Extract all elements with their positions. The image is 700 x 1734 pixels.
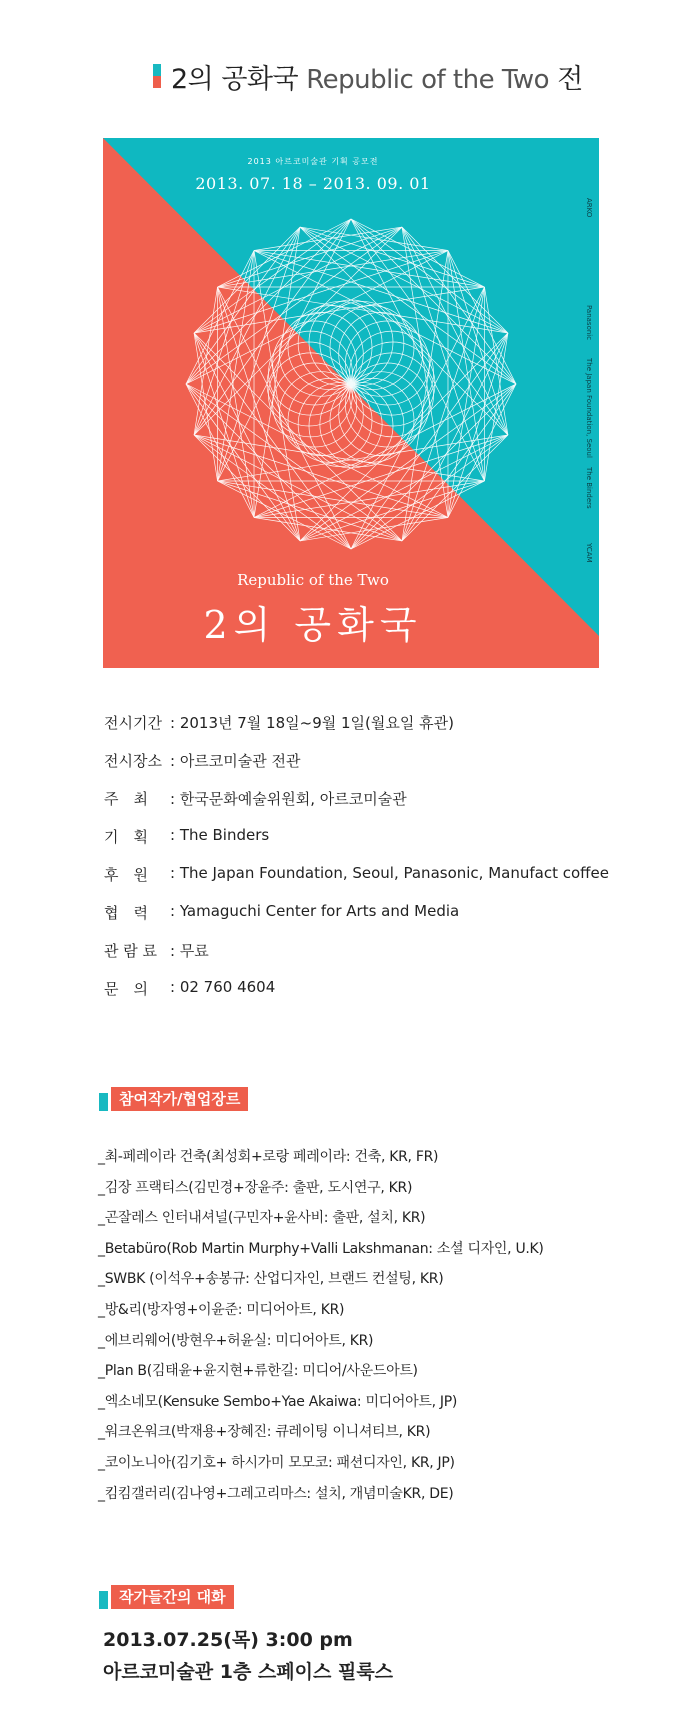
- info-row-host: [104, 788, 609, 826]
- info-value: : 무료: [170, 942, 209, 960]
- sponsor-logo-japan-foundation: The Japan Foundation, Seoul: [585, 358, 593, 458]
- list-item: _킴킴갤러리(김나영+그레고리마스: 설치, 개념미술KR, DE): [98, 1485, 454, 1502]
- info-label: 협력: [104, 904, 163, 922]
- list-item: _김장 프랙티스(김민경+장윤주: 출판, 도시연구, KR): [98, 1179, 413, 1196]
- info-value: : 02 760 4604: [170, 978, 276, 996]
- poster-sponsor-strip: [563, 158, 593, 658]
- talk-heading-label: 작가들간의 대화: [111, 1585, 234, 1609]
- poster-kicker: 2013 아르코미술관 기획 공모전: [247, 157, 379, 166]
- heading-marker: [99, 1591, 108, 1609]
- list-item: _곤잘레스 인터내셔널(구민자+윤사비: 출판, 설치, KR): [98, 1210, 426, 1227]
- star-line: [194, 333, 300, 541]
- info-value: : 2013년 7월 18일~9월 1일(월요일 휴관): [170, 714, 454, 732]
- info-label: 후원: [104, 866, 163, 884]
- info-row-curation: [104, 826, 609, 864]
- star-line: [186, 384, 254, 517]
- info-row-cooperation: [104, 902, 609, 940]
- heading-marker: [99, 1093, 108, 1111]
- sponsor-logo-arko: ARKO: [585, 198, 593, 218]
- talk-datetime: 2013.07.25(목) 3:00 pm: [103, 1629, 353, 1651]
- star-line: [351, 481, 484, 549]
- poster-title-english: Republic of the Two: [237, 571, 389, 589]
- info-label: 기획: [104, 828, 163, 846]
- star-line: [194, 435, 402, 541]
- sponsor-logo-binders: The Binders: [585, 467, 593, 509]
- artists-heading-label: 참여작가/협업장르: [111, 1087, 248, 1111]
- info-value: : 한국문화예술위원회, 아르코미술관: [170, 790, 407, 808]
- info-value: : Yamaguchi Center for Arts and Media: [170, 902, 460, 920]
- list-item: _최-페레이라 건축(최성회+로랑 페레이라: 건축, KR, FR): [98, 1149, 439, 1165]
- exhibition-poster: [103, 138, 599, 668]
- title-marker: [153, 64, 161, 88]
- list-item: _방&리(방자영+이윤준: 미디어아트, KR): [98, 1301, 345, 1318]
- sponsor-logo-panasonic: Panasonic: [585, 305, 593, 341]
- info-label: 관 람 료: [104, 942, 158, 960]
- info-label: 전시기간: [104, 714, 162, 732]
- list-item: _에브리웨어(방현우+허윤실: 미디어아트, KR): [98, 1332, 374, 1349]
- info-label: 주최: [104, 790, 163, 808]
- exhibition-info: [104, 712, 609, 1016]
- title-suffix: 전: [557, 63, 583, 95]
- list-item: _워크온워크(박재용+장혜진: 큐레이팅 이니셔티브, KR): [98, 1424, 431, 1441]
- info-label: 전시장소: [104, 752, 162, 770]
- star-line: [194, 435, 448, 518]
- list-item: _SWBK (이석우+송봉규: 산업디자인, 브랜드 컨설팅, KR): [98, 1271, 444, 1288]
- artist-talk-info: [103, 1625, 393, 1689]
- artist-list: [98, 1146, 544, 1513]
- star-line: [218, 481, 351, 549]
- info-value: : The Japan Foundation, Seoul, Panasonic, Manufact coffee: [170, 864, 609, 882]
- star-line: [218, 287, 301, 541]
- info-row-venue: [104, 750, 609, 788]
- star-line: [186, 384, 351, 549]
- title-korean: 2의 공화국: [171, 63, 299, 95]
- info-label: 문의: [104, 980, 163, 998]
- title-english: Republic of the Two: [306, 64, 550, 95]
- info-row-admission: [104, 940, 609, 978]
- poster-title-korean: 2의 공화국: [203, 603, 423, 647]
- info-row-contact: [104, 978, 609, 1016]
- star-line: [186, 251, 254, 384]
- info-value: : 아르코미술관 전관: [170, 752, 301, 770]
- info-row-period: [104, 712, 609, 750]
- list-item: _Betabüro(Rob Martin Murphy+Valli Lakshmanan: 소셜 디자인, U.K): [98, 1240, 544, 1257]
- talk-place: 아르코미술관 1층 스페이스 필룩스: [103, 1661, 394, 1683]
- list-item: _엑소네모(Kensuke Sembo+Yae Akaiwa: 미디어아트, JP): [98, 1393, 458, 1410]
- star-line: [194, 435, 300, 541]
- artists-heading: [99, 1085, 248, 1111]
- page-title: [153, 56, 583, 96]
- sponsor-logo-ycam: YCAM: [585, 543, 593, 563]
- list-item: _코이노니아(김기호+ 하시가미 모모코: 패션디자인, KR, JP): [98, 1454, 455, 1471]
- info-row-sponsor: [104, 864, 609, 902]
- list-item: _Plan B(김태윤+윤지현+류한길: 미디어/사운드아트): [98, 1363, 418, 1380]
- info-value: : The Binders: [170, 826, 270, 844]
- talk-heading: [99, 1583, 234, 1609]
- poster-dates: 2013. 07. 18 – 2013. 09. 01: [195, 174, 431, 193]
